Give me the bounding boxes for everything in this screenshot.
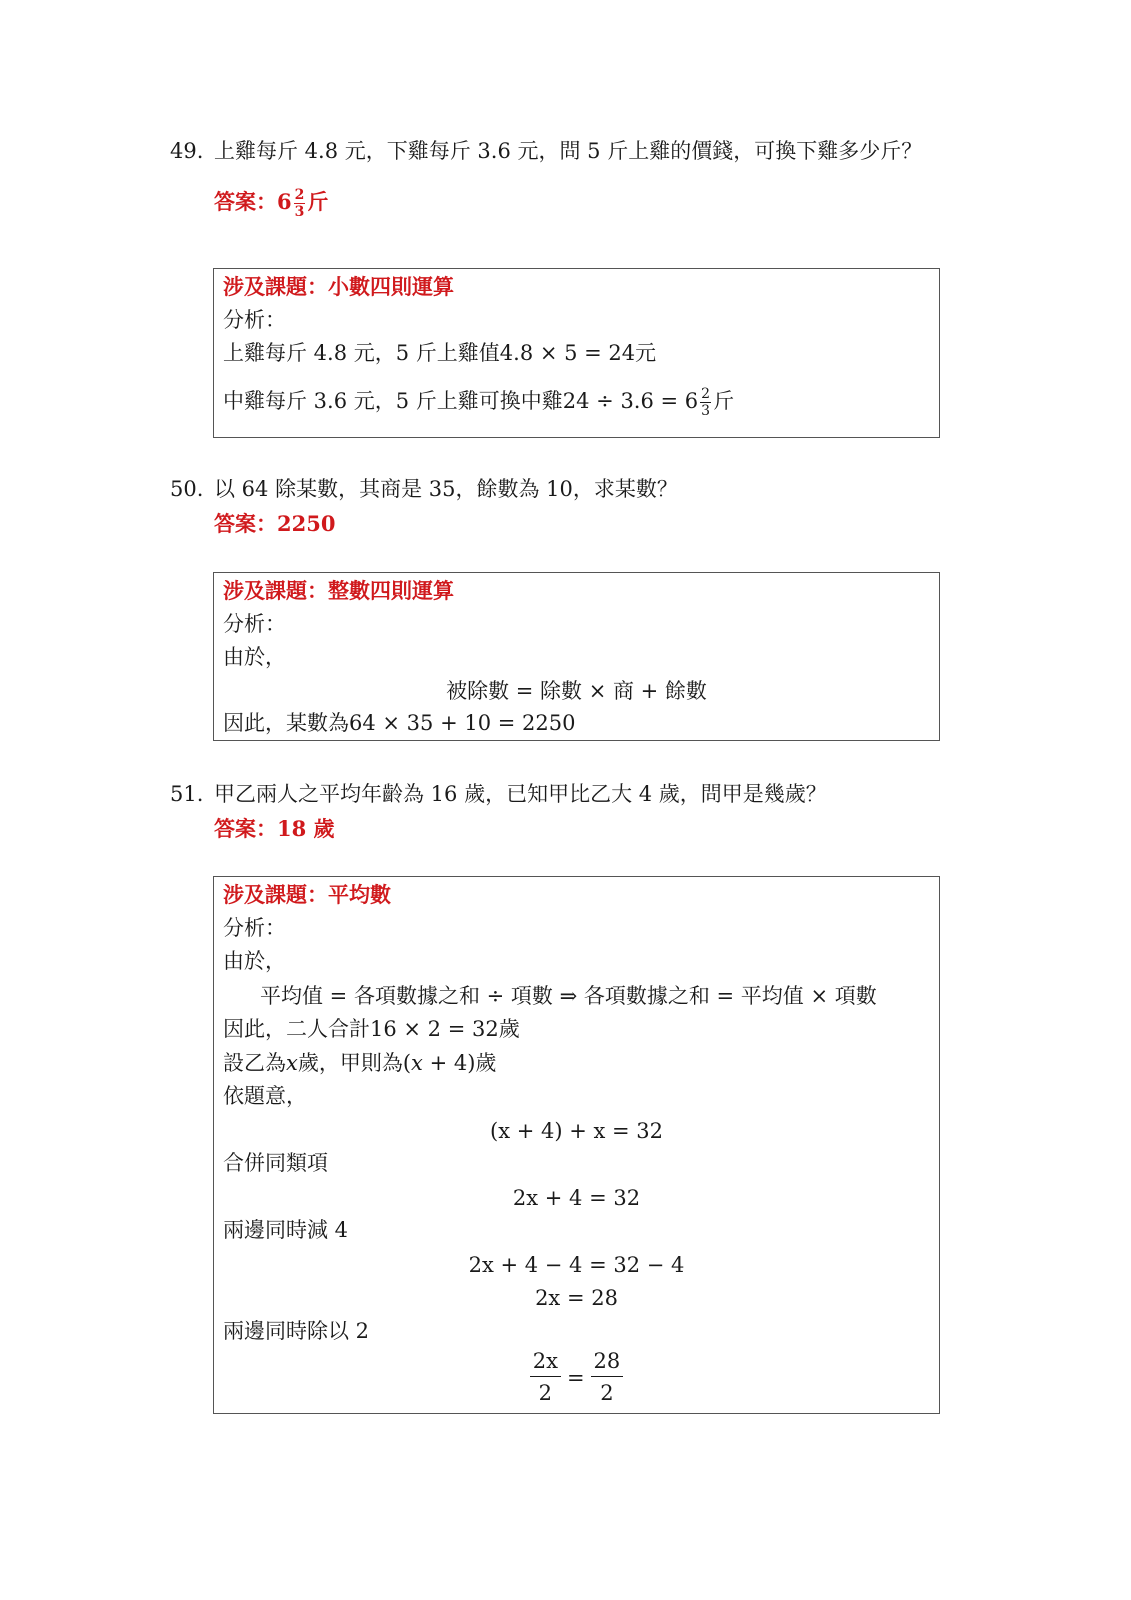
- question-50: [170, 475, 678, 503]
- question-number: 51.: [170, 782, 204, 806]
- analysis-label: 分析：: [223, 308, 286, 332]
- answer-49: [214, 186, 328, 219]
- equation: 2x = 28: [535, 1286, 618, 1310]
- analysis-line: 因此，二人合計16 × 2 = 32歲: [223, 1017, 520, 1041]
- analysis-line: 依題意，: [223, 1084, 307, 1108]
- answer-unit: 斤: [307, 189, 329, 214]
- question-number: 50.: [170, 477, 204, 501]
- answer-fraction: $\frac{2}{3}$: [294, 187, 305, 220]
- answer-50: 答案：2250: [214, 511, 336, 536]
- analysis-line: 中雞每斤 3.6 元，5 斤上雞可換中雞24 ÷ 3.6 = 6 $\frac{2}{3}$ 斤: [223, 386, 735, 419]
- analysis-line: 兩邊同時除以 2: [223, 1319, 370, 1343]
- equation: (x + 4) + x = 32: [490, 1119, 663, 1143]
- fraction: $\frac{2}{3}$: [701, 386, 711, 419]
- analysis-line: 合併同類項: [223, 1151, 328, 1175]
- question-number: 49.: [170, 139, 204, 163]
- analysis-label: 分析：: [223, 612, 286, 636]
- question-text: 上雞每斤 4.8 元，下雞每斤 3.6 元，問 5 斤上雞的價錢，可換下雞多少斤？: [214, 139, 923, 163]
- formula: 被除數 = 除數 × 商 + 餘數: [446, 679, 707, 703]
- fraction-equation: $\frac{2x}{2}$ = $\frac{28}{2}$: [214, 1351, 939, 1404]
- analysis-line: 兩邊同時減 4: [223, 1218, 349, 1242]
- answer-51: 答案：18 歲: [214, 816, 335, 841]
- analysis-line: 由於，: [223, 949, 286, 973]
- topic-heading: 涉及課題：平均數: [223, 882, 391, 907]
- analysis-line: 上雞每斤 4.8 元，5 斤上雞值4.8 × 5 = 24元: [223, 341, 657, 365]
- question-49: [170, 137, 922, 165]
- analysis-line: 由於，: [223, 645, 286, 669]
- question-text: 甲乙兩人之平均年齡為 16 歲，已知甲比乙大 4 歲，問甲是幾歲？: [214, 782, 827, 806]
- analysis-box-51: [213, 876, 940, 1414]
- answer-text: 答案：6: [214, 189, 292, 214]
- analysis-label: 分析：: [223, 916, 286, 940]
- analysis-line: 設乙為x歲，甲則為(x + 4)歲: [223, 1051, 497, 1075]
- fraction: $\frac{2x}{2}$: [530, 1351, 561, 1404]
- question-51: [170, 780, 827, 808]
- analysis-box-49: [213, 268, 940, 438]
- equation: 2x + 4 = 32: [512, 1186, 641, 1210]
- topic-heading: 涉及課題：整數四則運算: [223, 578, 454, 603]
- analysis-box-50: [213, 572, 940, 741]
- fraction: $\frac{28}{2}$: [591, 1351, 624, 1404]
- analysis-line: 因此，某數為64 × 35 + 10 = 2250: [223, 711, 576, 735]
- question-text: 以 64 除某數，其商是 35，餘數為 10，求某數？: [214, 477, 678, 501]
- formula: 平均值 = 各項數據之和 ÷ 項數 ⇒ 各項數據之和 = 平均值 × 項數: [260, 984, 877, 1008]
- topic-heading: 涉及課題：小數四則運算: [223, 274, 454, 299]
- equation: 2x + 4 − 4 = 32 − 4: [468, 1253, 685, 1277]
